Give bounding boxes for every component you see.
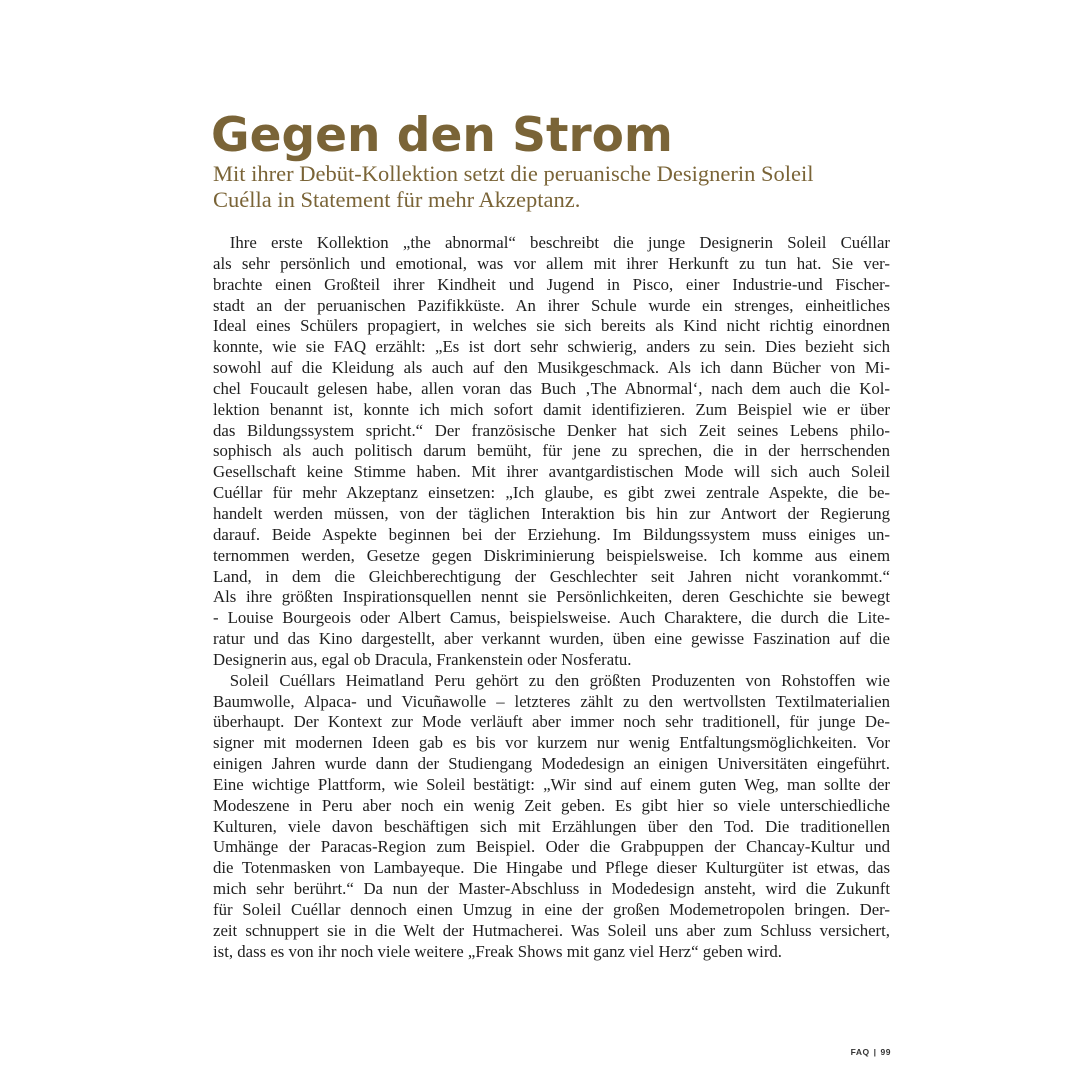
- body-line: Land, in dem die Gleichberechtigung der Geschlechter seit Jahren nicht vorankommt.“: [213, 566, 890, 586]
- body-line: chel Foucault gelesen habe, allen voran das Buch ‚The Abnormal‘, nach dem auch die Kol-: [213, 378, 890, 398]
- body-line: Eine wichtige Plattform, wie Soleil bestätigt: „Wir sind auf einem guten Weg, man sollte der: [213, 774, 890, 794]
- body-line: Soleil Cuéllars Heimatland Peru gehört zu den größten Produzenten von Rohstoffen wie: [213, 670, 890, 690]
- magazine-name: FAQ: [850, 1047, 870, 1057]
- body-line: Kulturen, viele davon beschäftigen sich mit Erzählungen über den Tod. Die traditionellen: [213, 816, 890, 836]
- body-line: zeit schnuppert sie in die Welt der Hutmacherei. Was Soleil uns aber zum Schluss versichert,: [213, 920, 890, 940]
- footer-separator: |: [873, 1047, 877, 1057]
- body-line: Baumwolle, Alpaca- und Vicuñawolle – letzteres zählt zu den wertvollsten Textilmaterialien: [213, 691, 890, 711]
- body-line: - Louise Bourgeois oder Albert Camus, beispielsweise. Auch Charaktere, die durch die Lite-: [213, 608, 890, 628]
- body-line: brachte einen Großteil ihrer Kindheit und Jugend in Pisco, einer Industrie-und Fischer-: [213, 274, 890, 294]
- body-line: Als ihre größten Inspirationsquellen nennt sie Persönlichkeiten, deren Geschichte sie bewegt: [213, 587, 890, 607]
- body-line: lektion benannt ist, konnte ich mich sofort damit identifizieren. Zum Beispiel wie er über: [213, 399, 890, 419]
- page-number: 99: [880, 1047, 891, 1057]
- body-line: stadt an der peruanischen Pazifikküste. An ihrer Schule wurde ein strenges, einheitliches: [213, 295, 890, 315]
- body-line: ratur und das Kino dargestellt, aber verkannt wurden, üben eine gewisse Faszination auf die: [213, 629, 890, 649]
- body-line: einigen Jahren wurde dann der Studiengang Modedesign an einigen Universitäten eingeführt.: [213, 754, 890, 774]
- body-line: Gesellschaft keine Stimme haben. Mit ihrer avantgardistischen Mode will sich auch Soleil: [213, 462, 890, 482]
- body-line: handelt werden müssen, von der täglichen Interaktion bis hin zur Antwort der Regierung: [213, 503, 890, 523]
- body-line: Designerin aus, egal ob Dracula, Frankenstein oder Nosferatu.: [213, 649, 632, 669]
- body-line: als sehr persönlich und emotional, was vor allem mit ihrer Herkunft zu tun hat. Sie ver-: [213, 253, 890, 273]
- body-line: Modeszene in Peru aber noch ein wenig Zeit geben. Es gibt hier so viele unterschiedliche: [213, 795, 890, 815]
- body-line: signer mit modernen Ideen gab es bis vor kurzem nur wenig Entfaltungsmöglichkeiten. Vor: [213, 733, 890, 753]
- body-line: Umhänge der Paracas-Region zum Beispiel. Oder die Grabpuppen der Chancay-Kultur und: [213, 837, 890, 857]
- article-subtitle: Mit ihrer Debüt-Kollektion setzt die peruanische Designerin Soleil Cuélla in Statement für mehr Akzeptanz.: [213, 161, 814, 212]
- body-line: für Soleil Cuéllar dennoch einen Umzug in eine der großen Modemetropolen bringen. Der-: [213, 900, 890, 919]
- body-line: Cuéllar für mehr Akzeptanz einsetzen: „Ich glaube, es gibt zwei zentrale Aspekte, die be-: [213, 483, 890, 503]
- body-line: überhaupt. Der Kontext zur Mode verläuft aber immer noch sehr traditionell, für junge De-: [213, 712, 890, 732]
- body-line: ist, dass es von ihr noch viele weitere „Freak Shows mit ganz viel Herz“ geben wird.: [213, 941, 782, 961]
- page-footer: [851, 1047, 891, 1057]
- body-line: mich sehr berührt.“ Da nun der Master-Abschluss in Modedesign ansteht, wird die Zukunft: [213, 879, 890, 899]
- body-line: ternommen werden, Gesetze gegen Diskriminierung beispielsweise. Ich komme aus einem: [213, 545, 890, 565]
- body-line: sophisch als auch politisch darum bemüht, für jene zu sprechen, die in der herrschenden: [213, 441, 890, 461]
- body-line: sowohl auf die Kleidung als auch auf den Musikgeschmack. Als ich dann Bücher von Mi-: [213, 358, 890, 378]
- article-title: Gegen den Strom: [211, 108, 673, 163]
- article-body: [213, 233, 890, 963]
- body-line: das Bildungssystem spricht.“ Der französische Denker hat sich Zeit seines Lebens philo-: [213, 420, 890, 440]
- body-line: Ihre erste Kollektion „the abnormal“ beschreibt die junge Designerin Soleil Cuéllar: [213, 233, 890, 252]
- body-line: Ideal eines Schülers propagiert, in welches sie sich bereits als Kind nicht richtig einordnen: [213, 316, 890, 336]
- body-line: die Totenmasken von Lambayeque. Die Hingabe und Pflege dieser Kulturgüter ist etwas, das: [213, 858, 890, 878]
- body-line: konnte, wie sie FAQ erzählt: „Es ist dort sehr schwierig, anders zu sein. Dies bezieht sich: [213, 337, 890, 357]
- body-line: darauf. Beide Aspekte beginnen bei der Erziehung. Im Bildungssystem muss einiges un-: [213, 524, 890, 544]
